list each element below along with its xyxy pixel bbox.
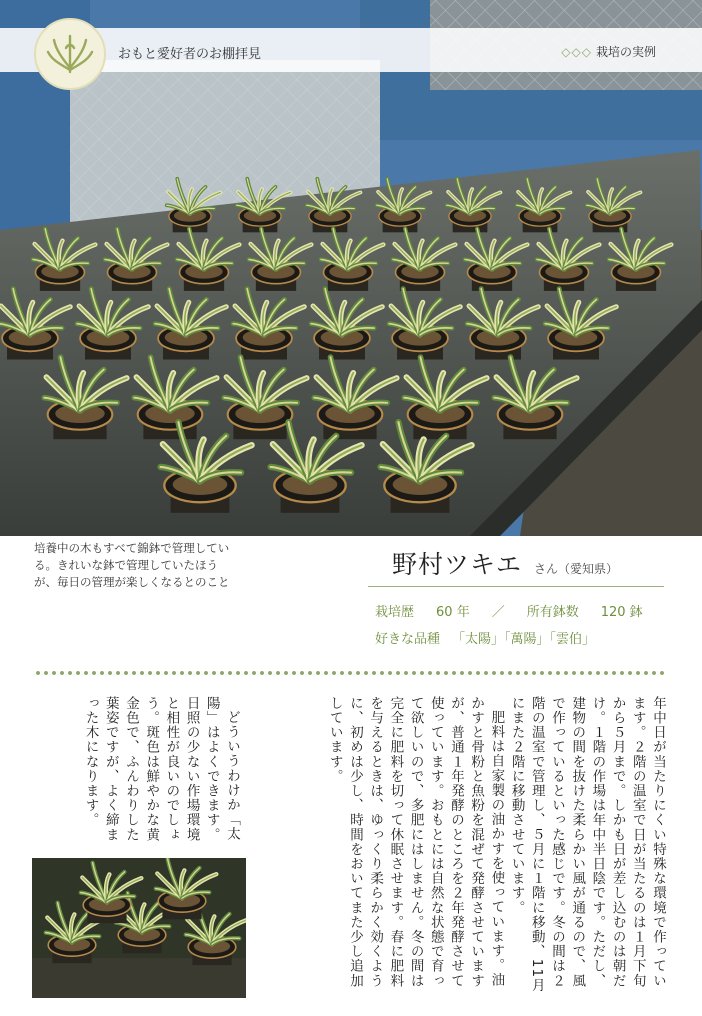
- grower-heading: [392, 545, 618, 581]
- article-column-sub: [28, 696, 242, 846]
- grower-suffix: さん（愛知県）: [534, 562, 619, 576]
- grower-name: 野村ツキエ: [392, 550, 523, 579]
- stats-separator: ／: [491, 605, 505, 620]
- name-divider: [368, 586, 664, 587]
- diamond-marks: ◇◇◇: [561, 45, 592, 59]
- favorites-value: 「太陽」「萬陽」「雲伯」: [452, 632, 596, 647]
- section-title: 栽培の実例: [595, 45, 656, 59]
- article-paragraph: 肥料は自家製の油かすを使っています。油かすと骨粉と魚粉を混ぜて発酵させていますが、普通１年発酵のところを２年発酵させて使っています。おもとには自然な状態で育って欲しいので、多肥にはしません。冬の間は完全に肥料を切って休眠させます。春に肥料を与えるときは、ゆっくり柔らかく効くように、初めは少し、時間をおいてまた少し追加しています。: [326, 696, 505, 988]
- header-title: おもと愛好者のお棚拝見: [118, 47, 262, 62]
- article-paragraph: 年中日が当たりにくい特殊な環境で作っています。２階の温室で日が当たるのは１月下旬から５月まで。しかも日が差し込むのは朝だけ。１階の作場は年中半日陰です。ただし、建物の間を抜けた柔らかい風が通るので、風で作っているといった感じです。冬の間は２階の温室で管理し、５月に１階に移動、11月にまた２階に移動させています。: [508, 696, 666, 993]
- pots-label: 所有鉢数: [526, 605, 579, 620]
- omoto-closeup-photo-illustration: [32, 858, 246, 998]
- favorite-varieties: [375, 628, 595, 647]
- dotted-divider: [34, 670, 668, 676]
- pots-value: 120 鉢: [600, 605, 643, 620]
- favorites-label: 好きな品種: [375, 632, 441, 647]
- photo-caption: 培養中の木もすべて錦鉢で管理している。きれいな鉢で管理していたほうが、毎日の管理が楽しくなるとのこと: [34, 541, 230, 589]
- experience-value: 60 年: [436, 605, 470, 620]
- article-paragraph: どういうわけか「太陽」はよくできます。日照の少ない作場環境と相性が良いのでしょう。斑色は鮮やかな黄金色で、ふんわりした葉姿ですが、よく締まった木になります。: [82, 696, 240, 842]
- experience-label: 栽培歴: [375, 605, 415, 620]
- article-column-main: [256, 696, 668, 1000]
- grower-stats: [375, 601, 647, 620]
- omoto-leaf-emblem-icon: [34, 18, 106, 90]
- small-photo: [32, 858, 246, 998]
- section-label: [561, 43, 656, 60]
